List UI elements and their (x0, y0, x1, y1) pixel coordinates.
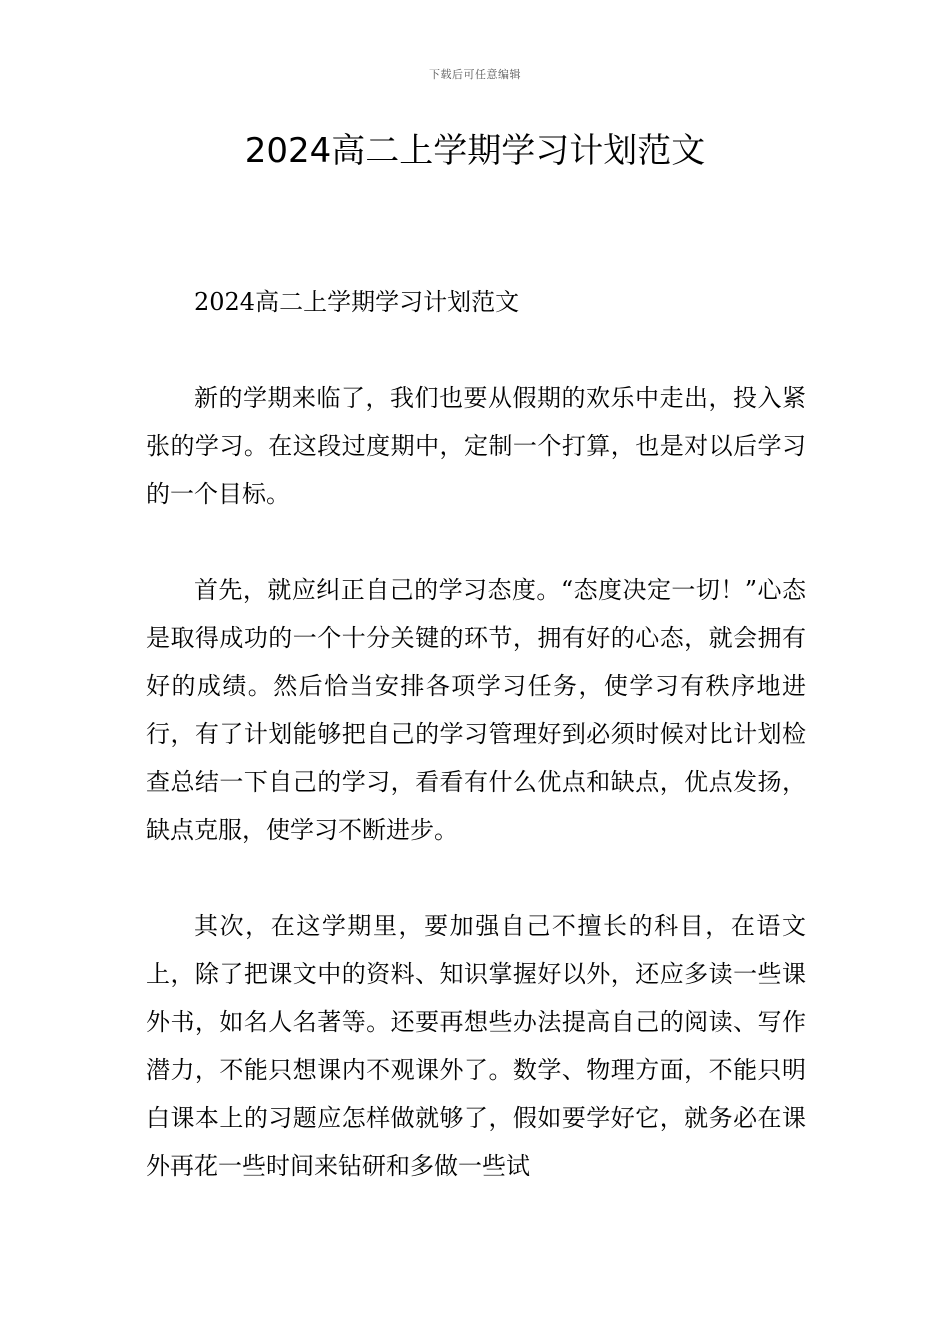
document-subtitle: 2024高二上学期学习计划范文 (194, 288, 520, 316)
paragraph-3: 其次，在这学期里，要加强自己不擅长的科目，在语文上，除了把课文中的资料、知识掌握好以外，还应多读一些课外书，如名人名著等。还要再想些办法提高自己的阅读、写作潜力，不能只想课内不观课外了。数学、物理方面，不能只明白课本上的习题应怎样做就够了，假如要学好它，就务必在课外再花一些时间来钻研和多做一些试 (146, 912, 806, 1180)
paragraph-1: 新的学期来临了，我们也要从假期的欢乐中走出，投入紧张的学习。在这段过度期中，定制一个打算，也是对以后学习的一个目标。 (146, 384, 806, 508)
header-note: 下载后可任意编辑 (429, 68, 521, 81)
paragraph-gap (146, 326, 806, 374)
paragraph-gap (146, 854, 806, 902)
paragraph-gap (146, 518, 806, 566)
document-title: 2024高二上学期学习计划范文 (244, 131, 706, 171)
paragraph-2: 首先，就应纠正自己的学习态度。“态度决定一切！”心态是取得成功的一个十分关键的环节，拥有好的心态，就会拥有好的成绩。然后恰当安排各项学习任务，使学习有秩序地进行，有了计划能够把自己的学习管理好到必须时候对比计划检查总结一下自己的学习，看看有什么优点和缺点，优点发扬，缺点克服，使学习不断进步。 (146, 576, 806, 844)
document-body (146, 278, 806, 1190)
